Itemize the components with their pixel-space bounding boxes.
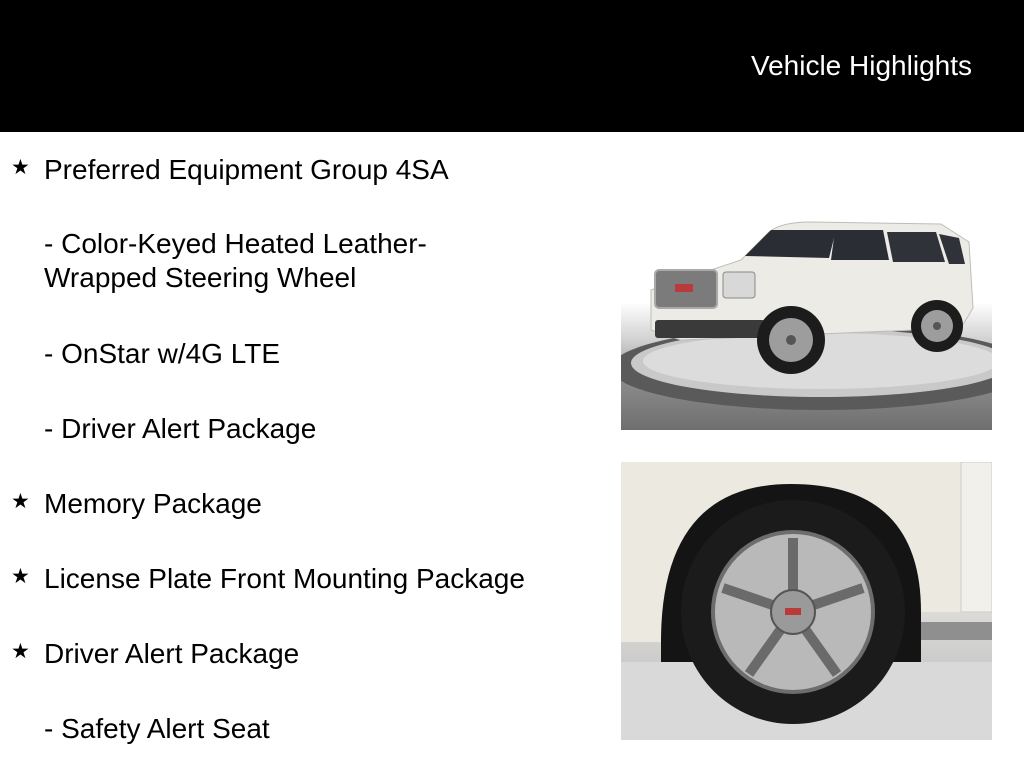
page-title: Vehicle Highlights bbox=[750, 50, 972, 81]
highlight-text: - OnStar w/4G LTE bbox=[44, 338, 280, 369]
highlight-text: Memory Package bbox=[44, 488, 262, 519]
vehicle-photo-front bbox=[621, 198, 992, 430]
highlight-text: Driver Alert Package bbox=[44, 638, 300, 669]
highlight-text: - Driver Alert Package bbox=[44, 413, 317, 444]
star-icon: ★ bbox=[11, 156, 30, 179]
vehicle-photo-wheel bbox=[621, 462, 992, 740]
highlight-text: - Color-Keyed Heated Leather-Wrapped Steering Wheel bbox=[44, 228, 427, 293]
highlight-text: License Plate Front Mounting Package bbox=[44, 563, 525, 594]
star-icon: ★ bbox=[11, 640, 30, 663]
wheel-illustration bbox=[621, 462, 992, 740]
star-icon: ★ bbox=[11, 565, 30, 588]
highlight-text: - Safety Alert Seat bbox=[44, 713, 270, 744]
highlight-text: Preferred Equipment Group 4SA bbox=[44, 154, 449, 185]
star-icon: ★ bbox=[11, 490, 30, 513]
suv-illustration bbox=[621, 198, 992, 430]
